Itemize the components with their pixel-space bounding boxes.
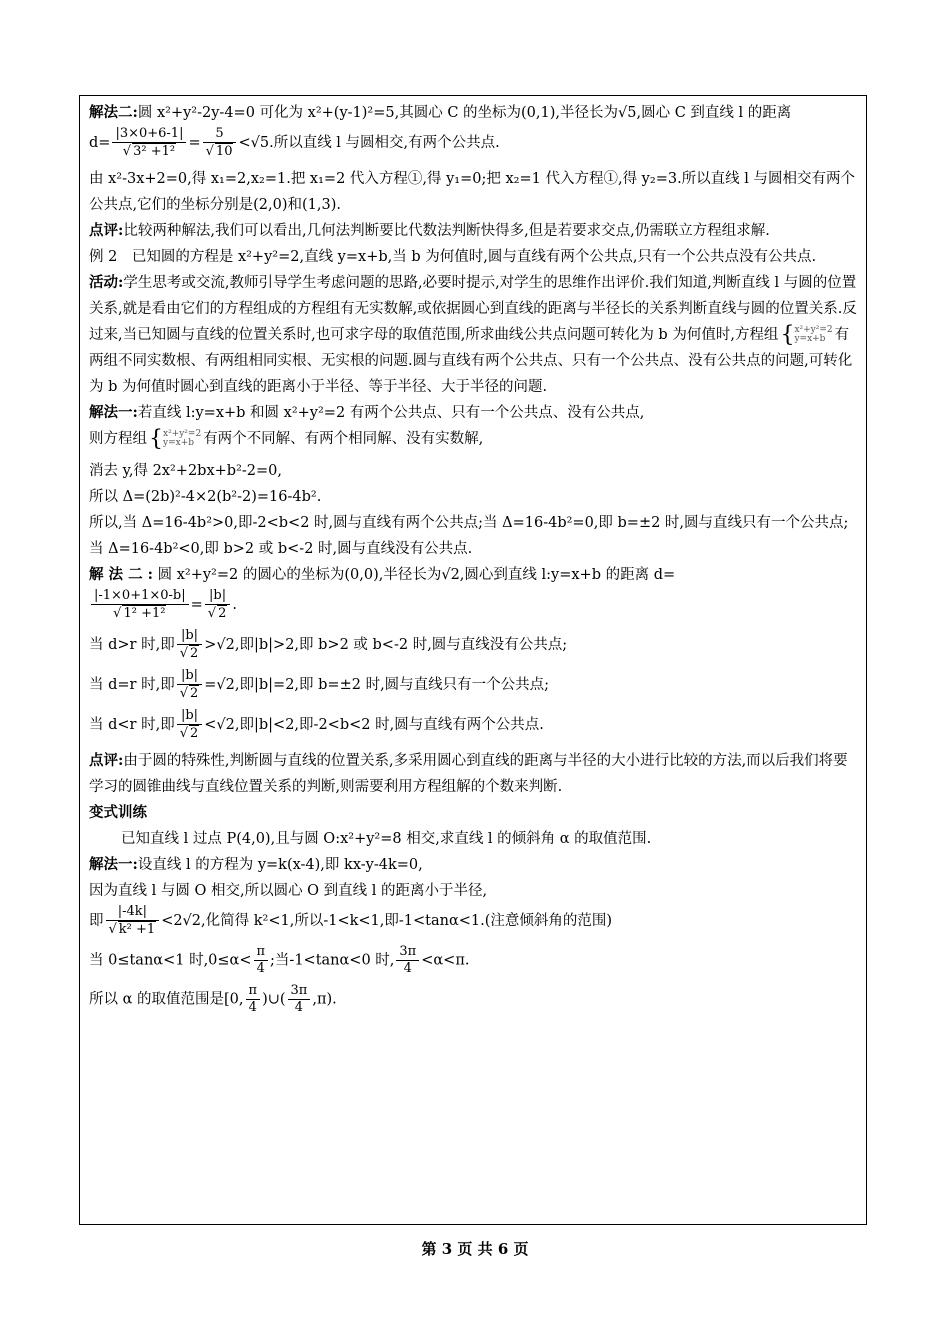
- page-footer: 第 3 页 共 6 页: [421, 1240, 529, 1258]
- numerator: 5: [203, 126, 237, 143]
- denominator: √ 3² +1²: [122, 144, 176, 159]
- text: <2√2,化简得 k²<1,所以-1<k<1,即-1<tanα<1.(注意倾斜角的范围): [161, 913, 613, 929]
- equation-row: y=x+b: [163, 438, 195, 448]
- paragraph: [89, 904, 859, 938]
- text: 当 d>r 时,即: [89, 637, 175, 653]
- paragraph: [89, 852, 859, 878]
- radicand: 2: [190, 646, 199, 661]
- text: ,π).: [312, 991, 337, 1008]
- radicand: 1² +1²: [123, 606, 166, 621]
- fraction: [91, 588, 189, 622]
- paragraph: 已知直线 l 过点 P(4,0),且与圆 O:x²+y²=8 相交,求直线 l 的倾斜角 α 的取值范围.: [121, 831, 652, 847]
- paragraph: [89, 562, 859, 588]
- paragraph: $\frac{|-1\times 0+1\times 0-b|}{\text{√ 1² +1²}}$ = $\frac{|b|}{√ 2}$ .: [89, 588, 859, 622]
- denominator: √ 2: [179, 726, 199, 741]
- paragraph: [89, 983, 859, 1016]
- denominator: 4: [403, 961, 412, 976]
- fraction: [177, 708, 203, 742]
- text: 则方程组: [89, 431, 147, 447]
- text: 当 d<r 时,即: [89, 717, 175, 733]
- text: =√2,即|b|=2,即 b=±2 时,圆与直线只有一个公共点;: [204, 677, 550, 693]
- numerator: |3×0+6-1|: [112, 126, 186, 143]
- numerator: |b|: [177, 668, 203, 685]
- paragraph: 消去 y,得 2x²+2bx+b²-2=0,: [89, 463, 282, 479]
- paragraph: [89, 100, 859, 126]
- numerator: π: [254, 944, 269, 961]
- document-body: [89, 100, 859, 1016]
- label: 解法二:: [89, 104, 138, 121]
- label: 解 法 二 :: [89, 566, 153, 583]
- denominator: √ 1² +1²: [113, 606, 166, 621]
- text: 有两组不同实数根、有两组相同实根、无实根的问题.圆与直线有两个公共点、只有一个公共点、没有公共点的问题,可转化为 b 为何值时圆心到直线的距离小于半径、等于半径、大于半径的问题.: [89, 327, 853, 395]
- label: 点评:: [89, 752, 124, 769]
- text: 比较两种解法,我们可以看出,几何法判断要比代数法判断快得多,但是若要求交点,仍需联立方程组求解.: [123, 223, 770, 239]
- label: 解法一:: [89, 404, 138, 421]
- fraction: [203, 126, 237, 160]
- paragraph: 所以,当 Δ=16-4b²>0,即-2<b<2 时,圆与直线有两个公共点;当 Δ=16-4b²=0,即 b=±2 时,圆与直线只有一个公共点;当 Δ=16-4b²<0,即 b>2 或 b<-2 时,圆与直线没有公共点.: [89, 515, 849, 557]
- text: >√2,即|b|>2,即 b>2 或 b<-2 时,圆与直线没有公共点;: [204, 637, 568, 653]
- text: 圆 x²+y²-2y-4=0 可化为 x²+(y-1)²=5,其圆心 C 的坐标为(0,1),半径长为√5,圆心 C 到直线 l 的距离: [137, 105, 792, 121]
- denominator: √ 10: [205, 144, 233, 159]
- equation-row: y=x+b: [794, 334, 826, 344]
- radicand: k² +1: [118, 922, 156, 937]
- equation-row: x²+y²=2: [163, 429, 202, 439]
- paragraph: [89, 708, 859, 742]
- paragraph: d= $\frac{|3\times 0+6-1|}{\text{√ 3² +1²}}$ = $\frac{5}{√ 10}$ <√5.所以直线 l 与圆相交,有两个公共点.: [89, 126, 500, 159]
- denominator: 4: [248, 1000, 257, 1015]
- numerator: |-1×0+1×0-b|: [91, 588, 189, 605]
- paragraph: [89, 218, 859, 244]
- text: <√5.所以直线 l 与圆相交,有两个公共点.: [238, 135, 500, 151]
- paragraph: [89, 426, 859, 452]
- paragraph: [89, 944, 859, 977]
- text: <α<π.: [421, 952, 470, 969]
- text: 圆 x²+y²=2 的圆心的坐标为(0,0),半径长为√2,圆心到直线 l:y=x+b 的距离 d=: [157, 567, 676, 583]
- denominator: √ 2: [179, 686, 199, 701]
- numerator: 3π: [396, 944, 419, 961]
- radicand: 3² +1²: [133, 144, 176, 159]
- paragraph: [89, 400, 859, 426]
- fraction: [288, 983, 311, 1016]
- text: ;当-1<tanα<0 时,: [270, 952, 395, 969]
- numerator: |b|: [205, 588, 231, 605]
- text: .: [232, 597, 237, 613]
- text: 设直线 l 的方程为 y=k(x-4),即 kx-y-4k=0,: [137, 857, 423, 873]
- numerator: |b|: [177, 708, 203, 725]
- text: 即: [89, 913, 104, 929]
- numerator: |-4k|: [106, 904, 160, 921]
- paragraph: 所以 Δ=(2b)²-4×2(b²-2)=16-4b².: [89, 489, 322, 505]
- fraction: [246, 983, 261, 1016]
- label: 活动:: [89, 274, 124, 291]
- text: 由于圆的特殊性,判断圆与直线的位置关系,多采用圆心到直线的距离与半径的大小进行比较的方法,而以后我们将要学习的圆锥曲线与直线位置关系的判断,则需要利用方程组解的个数来判断.: [89, 753, 848, 795]
- denominator: 4: [294, 1000, 304, 1015]
- label: 点评:: [89, 222, 124, 239]
- fraction: [254, 944, 269, 977]
- fraction: [112, 126, 186, 160]
- fraction: [205, 588, 231, 622]
- fraction: [106, 904, 160, 938]
- paragraph: [89, 628, 859, 662]
- numerator: π: [246, 983, 261, 1000]
- equation-system: {x²+y²=2 y=x+b: [780, 322, 833, 348]
- fraction: [177, 628, 203, 662]
- section-heading: 变式训练: [89, 804, 147, 821]
- text: <√2,即|b|<2,即-2<b<2 时,圆与直线有两个公共点.: [204, 717, 544, 733]
- paragraph: [89, 270, 859, 400]
- text: 若直线 l:y=x+b 和圆 x²+y²=2 有两个公共点、只有一个公共点、没有公共点,: [137, 405, 645, 421]
- denominator: 4: [256, 961, 265, 976]
- numerator: |b|: [177, 628, 203, 645]
- text: )∪(: [262, 991, 286, 1008]
- fraction: [396, 944, 419, 977]
- radicand: 2: [190, 726, 199, 741]
- equation-row: x²+y²=2: [794, 325, 833, 335]
- text: 当 0≤tanα<1 时,0≤α<: [89, 952, 252, 969]
- fraction: [177, 668, 203, 702]
- numerator: 3π: [288, 983, 311, 1000]
- text: 所以 α 的取值范围是[0,: [89, 991, 244, 1008]
- denominator: √ k² +1: [108, 922, 156, 937]
- text: 学生思考或交流,教师引导学生考虑问题的思路,必要时提示,对学生的思维作出评价.我们知道,判断直线 l 与圆的位置关系,就是看由它们的方程组成的方程组有无实数解,或依据圆心到直线的距离与半径长的关系判断直线与圆的位置关系.反过来,当已知圆与直线的位置关系时,也可求字母的取值范围,所求曲线公共点问题可转化为 b 为何值时,方程组: [89, 275, 857, 343]
- paragraph: 由 x²-3x+2=0,得 x₁=2,x₂=1.把 x₁=2 代入方程①,得 y₁=0;把 x₂=1 代入方程①,得 y₂=3.所以直线 l 与圆相交有两个公共点,它们的坐标分别是(2,0)和(1,3).: [89, 171, 856, 213]
- paragraph: 例 2 已知圆的方程是 x²+y²=2,直线 y=x+b,当 b 为何值时,圆与直线有两个公共点,只有一个公共点没有公共点.: [89, 249, 817, 265]
- paragraph: [89, 748, 859, 800]
- text: d=: [89, 135, 111, 151]
- paragraph: 因为直线 l 与圆 O 相交,所以圆心 O 到直线 l 的距离小于半径,: [89, 883, 488, 899]
- text: 当 d=r 时,即: [89, 677, 175, 693]
- radicand: 10: [215, 144, 233, 159]
- equation-system: {x²+y²=2 y=x+b: [149, 426, 202, 452]
- text: 有两个不同解、有两个相同解、没有实数解,: [203, 431, 484, 447]
- denominator: √ 2: [179, 646, 199, 661]
- paragraph: [89, 668, 859, 702]
- label: 解法一:: [89, 856, 138, 873]
- radicand: 2: [218, 606, 227, 621]
- radicand: 2: [190, 686, 199, 701]
- denominator: √ 2: [207, 606, 227, 621]
